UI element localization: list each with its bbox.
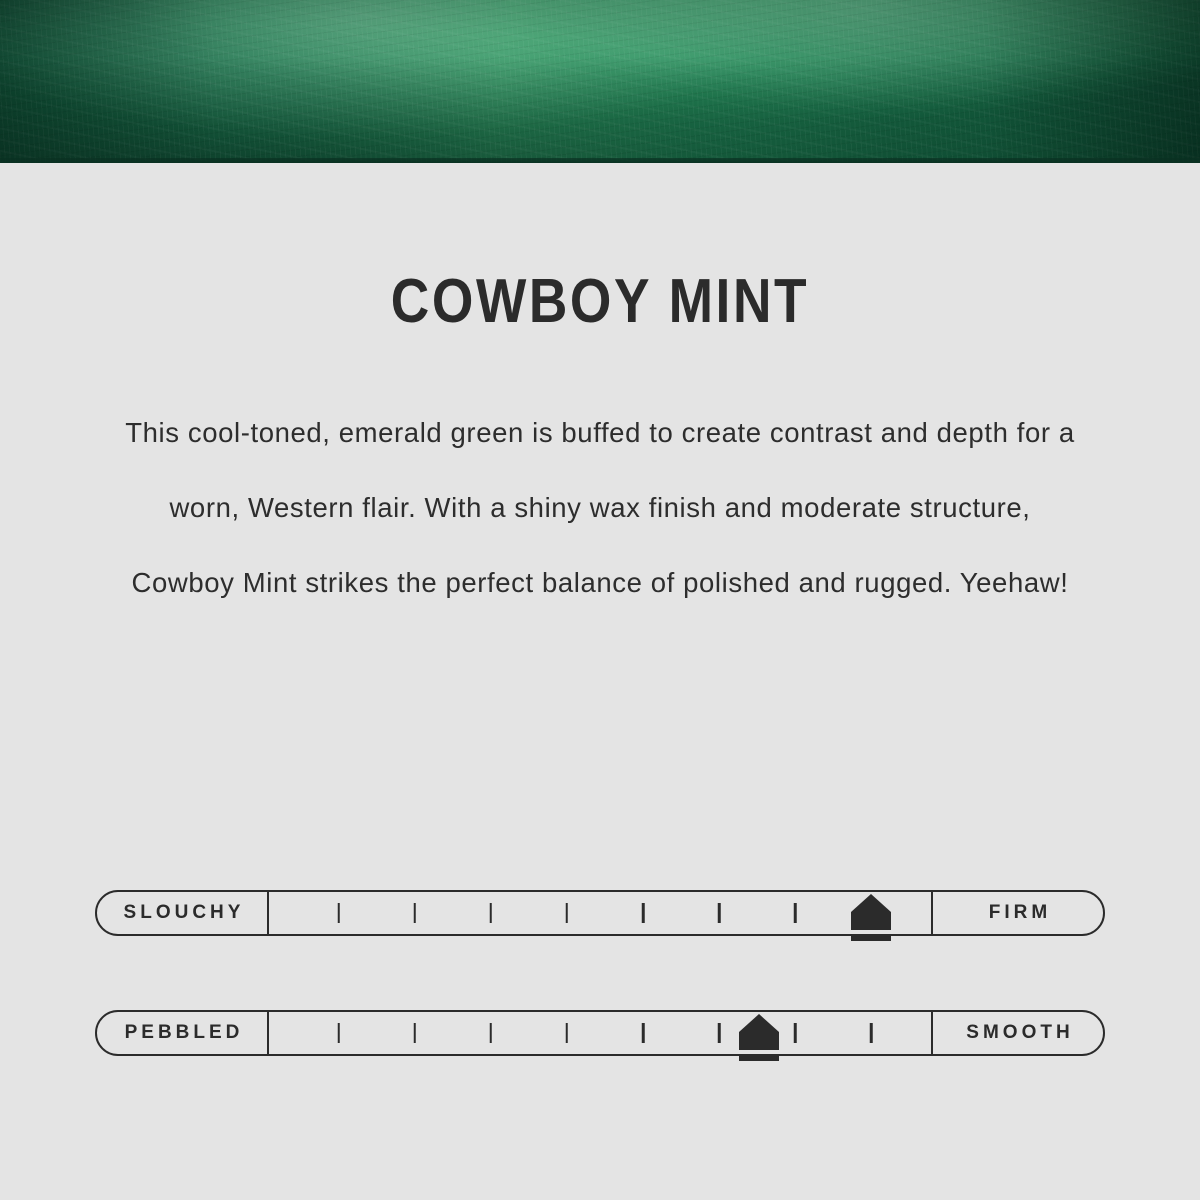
scale-marker[interactable]: [739, 1033, 779, 1075]
scale-tick: [642, 903, 645, 923]
scale-track[interactable]: [95, 1010, 1105, 1056]
scale-tick: [490, 1023, 493, 1043]
scale-marker[interactable]: [851, 913, 891, 955]
scale-structure: [95, 890, 1105, 936]
scale-texture: [95, 1010, 1105, 1056]
scale-tick: [794, 1023, 797, 1043]
swatch-vignette-layer: [0, 0, 1200, 163]
leather-swatch-image: [0, 0, 1200, 163]
marker-foot: [851, 935, 891, 941]
scale-tick: [566, 903, 569, 923]
scale-left-label: SLOUCHY: [97, 892, 269, 934]
description-paragraph: This cool-toned, emerald green is buffed to create contrast and depth for a worn, Western flair. With a shiny wax finish and moderate structure, Cowboy Mint strikes the perfect balance of polished and rugged. Yeehaw!: [125, 417, 1075, 598]
marker-foot: [739, 1055, 779, 1061]
scale-tick: [794, 903, 797, 923]
marker-body: [851, 912, 891, 930]
marker-body: [739, 1032, 779, 1050]
scale-right-label: FIRM: [931, 892, 1103, 934]
attribute-scales: [0, 890, 1200, 1056]
scale-tick: [337, 1023, 340, 1043]
scale-left-label: PEBBLED: [97, 1012, 269, 1054]
scale-middle[interactable]: [269, 1012, 931, 1054]
content-area: [0, 267, 1200, 620]
scale-tick: [642, 1023, 645, 1043]
scale-tick: [566, 1023, 569, 1043]
scale-tick: [490, 903, 493, 923]
scale-track[interactable]: [95, 890, 1105, 936]
scale-tick: [718, 1023, 721, 1043]
scale-tick: [337, 903, 340, 923]
marker-head-icon: [739, 1014, 779, 1032]
page-title: COWBOY MINT: [390, 267, 810, 336]
swatch-bottom-edge: [0, 158, 1200, 163]
marker-head-icon: [851, 894, 891, 912]
scale-tick: [870, 1023, 873, 1043]
scale-tick: [413, 1023, 416, 1043]
scale-tick: [718, 903, 721, 923]
description-text: [125, 395, 1075, 620]
scale-middle[interactable]: [269, 892, 931, 934]
scale-right-label: SMOOTH: [931, 1012, 1103, 1054]
scale-tick: [413, 903, 416, 923]
